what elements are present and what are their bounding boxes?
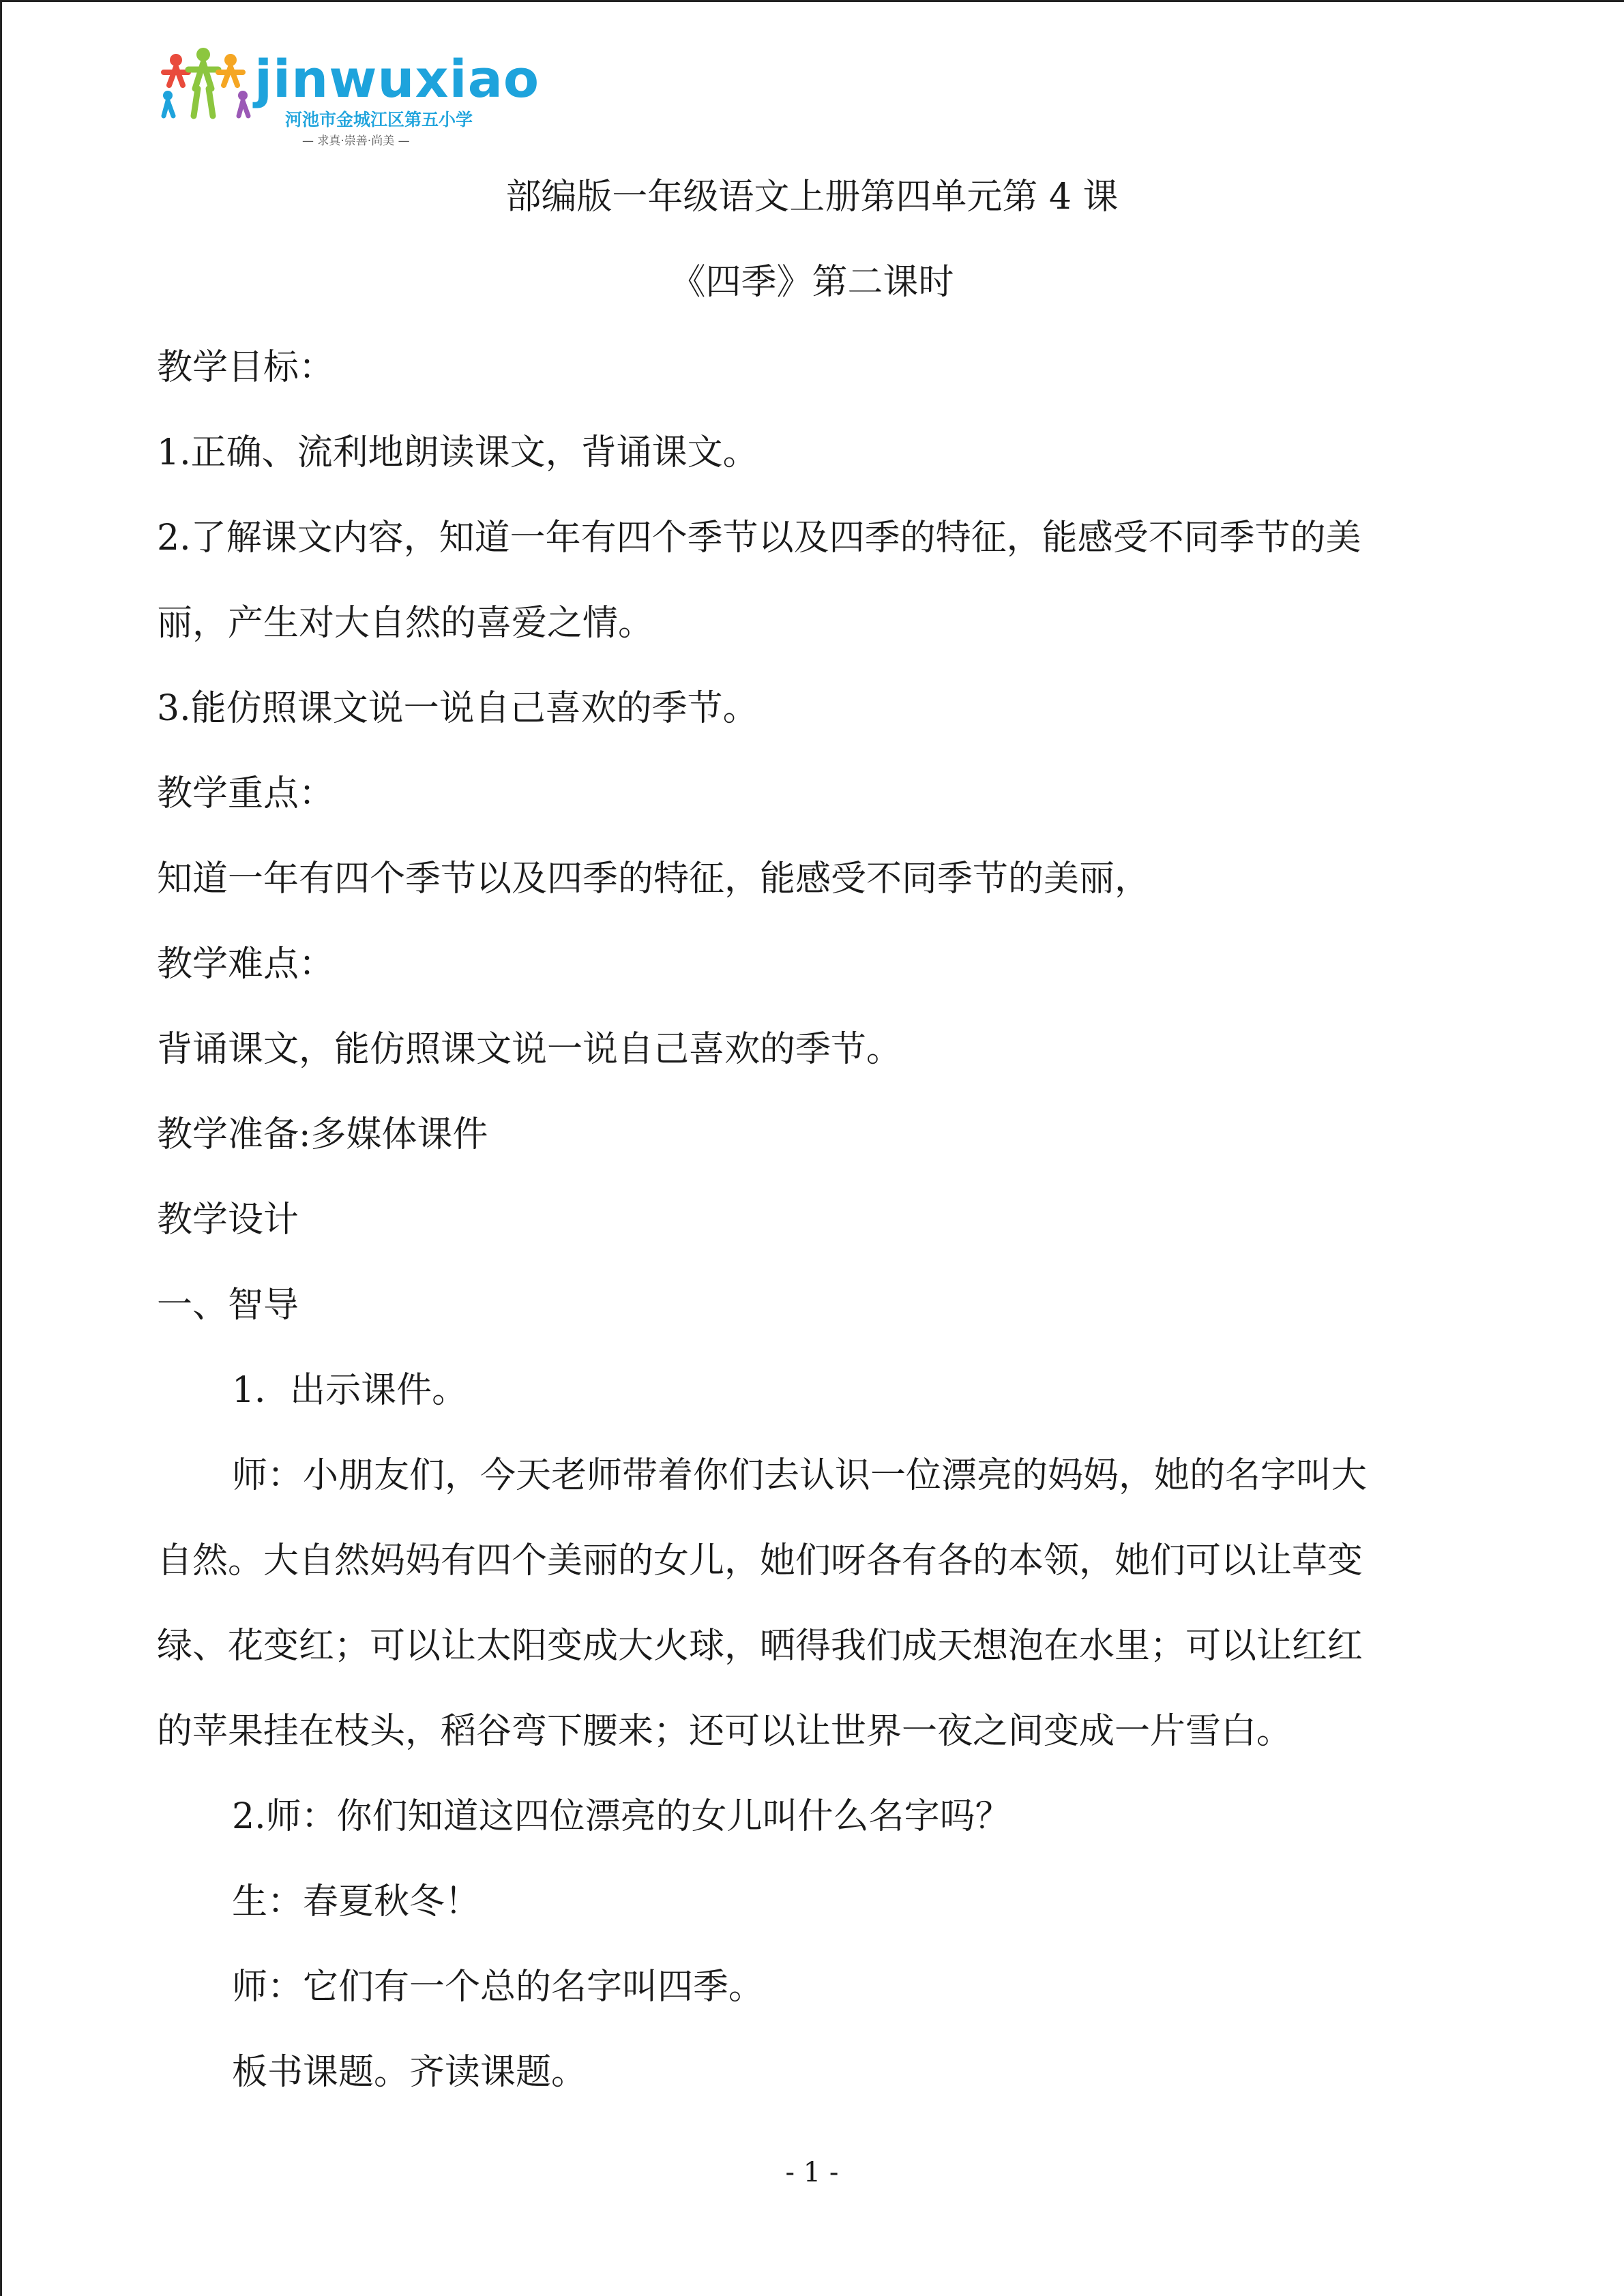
children-figures-icon (156, 48, 258, 130)
objective-item-2: 2.了解课文内容，知道一年有四个季节以及四季的特征，能感受不同季节的美 (157, 518, 1361, 558)
paragraph-teacher-line-4: 的苹果挂在枝头，稻谷弯下腰来；还可以让世界一夜之间变成一片雪白。 (157, 1711, 1293, 1752)
board-note: 板书课题。齐读课题。 (232, 2052, 587, 2093)
section-heading-intro: 一、智导 (157, 1285, 299, 1326)
student-answer: 生：春夏秋冬！ (232, 1881, 481, 1922)
section-heading-design: 教学设计 (157, 1199, 299, 1240)
school-logo (156, 48, 540, 150)
logo-motto: — 求真·崇善·尚美 — (302, 134, 410, 148)
objective-item-3: 3.能仿照课文说一说自己喜欢的季节。 (157, 688, 758, 729)
section-heading-difficulties: 教学难点： (157, 944, 335, 985)
document-title: 部编版一年级语文上册第四单元第 4 课 (505, 177, 1119, 218)
objective-item-1: 1.正确、流利地朗读课文，背诵课文。 (157, 432, 758, 473)
step-item-2: 2.师：你们知道这四位漂亮的女儿叫什么名字吗？ (232, 1796, 1011, 1837)
difficulties-text: 背诵课文，能仿照课文说一说自己喜欢的季节。 (157, 1029, 902, 1070)
page-number: - 1 - (785, 2157, 839, 2188)
preparation-text: 教学准备:多媒体课件 (157, 1114, 488, 1155)
paragraph-teacher-line-3: 绿、花变红；可以让太阳变成大火球，晒得我们成天想泡在水里；可以让红红 (157, 1626, 1363, 1667)
logo-brand-text: jinwuxiao (254, 48, 540, 109)
key-points-text: 知道一年有四个季节以及四季的特征，能感受不同季节的美丽， (157, 859, 1151, 899)
paragraph-teacher-line-1: 师：小朋友们，今天老师带着你们去认识一位漂亮的妈妈，她的名字叫大 (232, 1455, 1368, 1496)
teacher-reply: 师：它们有一个总的名字叫四季。 (232, 1967, 765, 2008)
section-heading-key-points: 教学重点： (157, 773, 335, 814)
objective-item-2-cont: 丽，产生对大自然的喜爱之情。 (157, 603, 654, 644)
document-subtitle: 《四季》第二课时 (670, 262, 954, 303)
paragraph-teacher-line-2: 自然。大自然妈妈有四个美丽的女儿，她们呀各有各的本领，她们可以让草变 (157, 1540, 1363, 1581)
section-heading-objectives: 教学目标： (157, 347, 335, 388)
logo-school-name: 河池市金城江区第五小学 (285, 110, 473, 130)
step-item-1: 1．出示课件。 (232, 1370, 468, 1411)
